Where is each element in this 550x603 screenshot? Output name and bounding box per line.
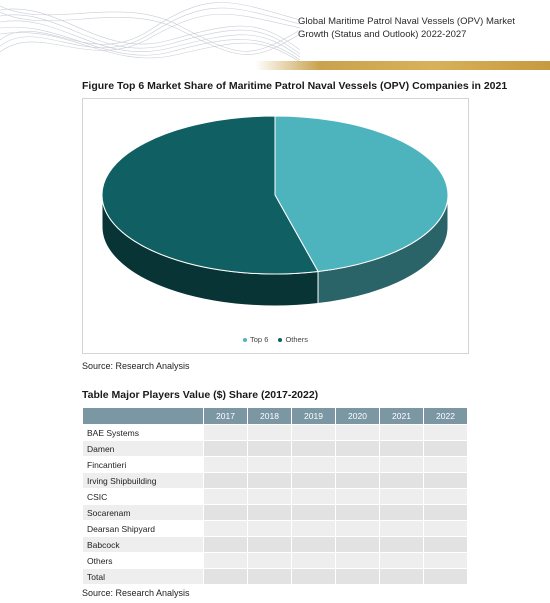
value-cell — [336, 505, 380, 521]
chart-legend — [83, 335, 468, 344]
value-cell — [248, 521, 292, 537]
value-cell — [336, 489, 380, 505]
value-cell — [248, 457, 292, 473]
pie-chart-container — [82, 98, 469, 354]
value-cell — [424, 505, 468, 521]
legend-label-top6: Top 6 — [250, 335, 269, 344]
value-cell — [380, 473, 424, 489]
value-cell — [380, 441, 424, 457]
value-cell — [380, 537, 424, 553]
legend-label-others: Others — [285, 335, 308, 344]
value-cell — [424, 553, 468, 569]
value-cell — [424, 537, 468, 553]
table-row — [83, 537, 468, 553]
row-label: Irving Shipbuilding — [83, 473, 204, 489]
header-cell-2020: 2020 — [336, 408, 380, 425]
row-label: Socarenam — [83, 505, 204, 521]
table-row — [83, 553, 468, 569]
value-cell — [380, 521, 424, 537]
table-row — [83, 425, 468, 441]
value-cell — [380, 425, 424, 441]
table-row — [83, 457, 468, 473]
pie-chart — [83, 99, 468, 353]
value-cell — [248, 569, 292, 585]
header-cell-2022: 2022 — [424, 408, 468, 425]
value-cell — [248, 505, 292, 521]
value-cell — [424, 457, 468, 473]
value-cell — [380, 489, 424, 505]
value-cell — [248, 537, 292, 553]
value-cell — [292, 505, 336, 521]
header-cell-2017: 2017 — [204, 408, 248, 425]
value-cell — [204, 505, 248, 521]
value-cell — [248, 473, 292, 489]
value-cell — [336, 553, 380, 569]
value-cell — [380, 457, 424, 473]
legend-item-others — [278, 335, 308, 344]
value-cell — [292, 425, 336, 441]
value-cell — [336, 441, 380, 457]
table-row — [83, 441, 468, 457]
value-cell — [380, 505, 424, 521]
value-cell — [336, 537, 380, 553]
table-title: Table Major Players Value ($) Share (2017-2022) — [82, 389, 319, 401]
table-header-row — [83, 408, 468, 425]
value-cell — [380, 569, 424, 585]
value-cell — [292, 457, 336, 473]
row-label: Babcock — [83, 537, 204, 553]
value-cell — [204, 521, 248, 537]
header-cell-company — [83, 408, 204, 425]
value-cell — [248, 553, 292, 569]
value-cell — [248, 425, 292, 441]
table-source: Source: Research Analysis — [82, 588, 190, 598]
value-cell — [424, 425, 468, 441]
legend-swatch-others — [278, 338, 282, 342]
value-cell — [204, 457, 248, 473]
table-row — [83, 473, 468, 489]
figure-title: Figure Top 6 Market Share of Maritime Patrol Naval Vessels (OPV) Companies in 2021 — [82, 80, 508, 92]
value-cell — [424, 569, 468, 585]
players-table — [82, 407, 468, 585]
value-cell — [204, 489, 248, 505]
value-cell — [204, 537, 248, 553]
page-header — [0, 0, 550, 72]
value-cell — [292, 489, 336, 505]
row-label: Dearsan Shipyard — [83, 521, 204, 537]
value-cell — [424, 521, 468, 537]
value-cell — [248, 489, 292, 505]
value-cell — [204, 441, 248, 457]
value-cell — [292, 441, 336, 457]
value-cell — [336, 569, 380, 585]
value-cell — [292, 569, 336, 585]
table-row — [83, 505, 468, 521]
value-cell — [424, 473, 468, 489]
row-label: Total — [83, 569, 204, 585]
row-label: Others — [83, 553, 204, 569]
value-cell — [204, 569, 248, 585]
value-cell — [292, 473, 336, 489]
value-cell — [292, 537, 336, 553]
value-cell — [336, 473, 380, 489]
header-accent-bar — [255, 61, 550, 70]
header-cell-2019: 2019 — [292, 408, 336, 425]
value-cell — [424, 489, 468, 505]
value-cell — [292, 553, 336, 569]
row-label: Damen — [83, 441, 204, 457]
row-label: BAE Systems — [83, 425, 204, 441]
value-cell — [204, 425, 248, 441]
value-cell — [248, 441, 292, 457]
table-row — [83, 569, 468, 585]
value-cell — [380, 553, 424, 569]
value-cell — [336, 425, 380, 441]
value-cell — [292, 521, 336, 537]
value-cell — [336, 521, 380, 537]
value-cell — [336, 457, 380, 473]
row-label: Fincantieri — [83, 457, 204, 473]
legend-item-top6 — [243, 335, 268, 344]
value-cell — [204, 553, 248, 569]
value-cell — [204, 473, 248, 489]
header-cell-2018: 2018 — [248, 408, 292, 425]
figure-source: Source: Research Analysis — [82, 361, 190, 371]
report-title: Global Maritime Patrol Naval Vessels (OPV) Market Growth (Status and Outlook) 2022-2027 — [298, 16, 515, 40]
row-label: CSIC — [83, 489, 204, 505]
table-row — [83, 489, 468, 505]
value-cell — [424, 441, 468, 457]
legend-swatch-top6 — [243, 338, 247, 342]
table-row — [83, 521, 468, 537]
header-cell-2021: 2021 — [380, 408, 424, 425]
